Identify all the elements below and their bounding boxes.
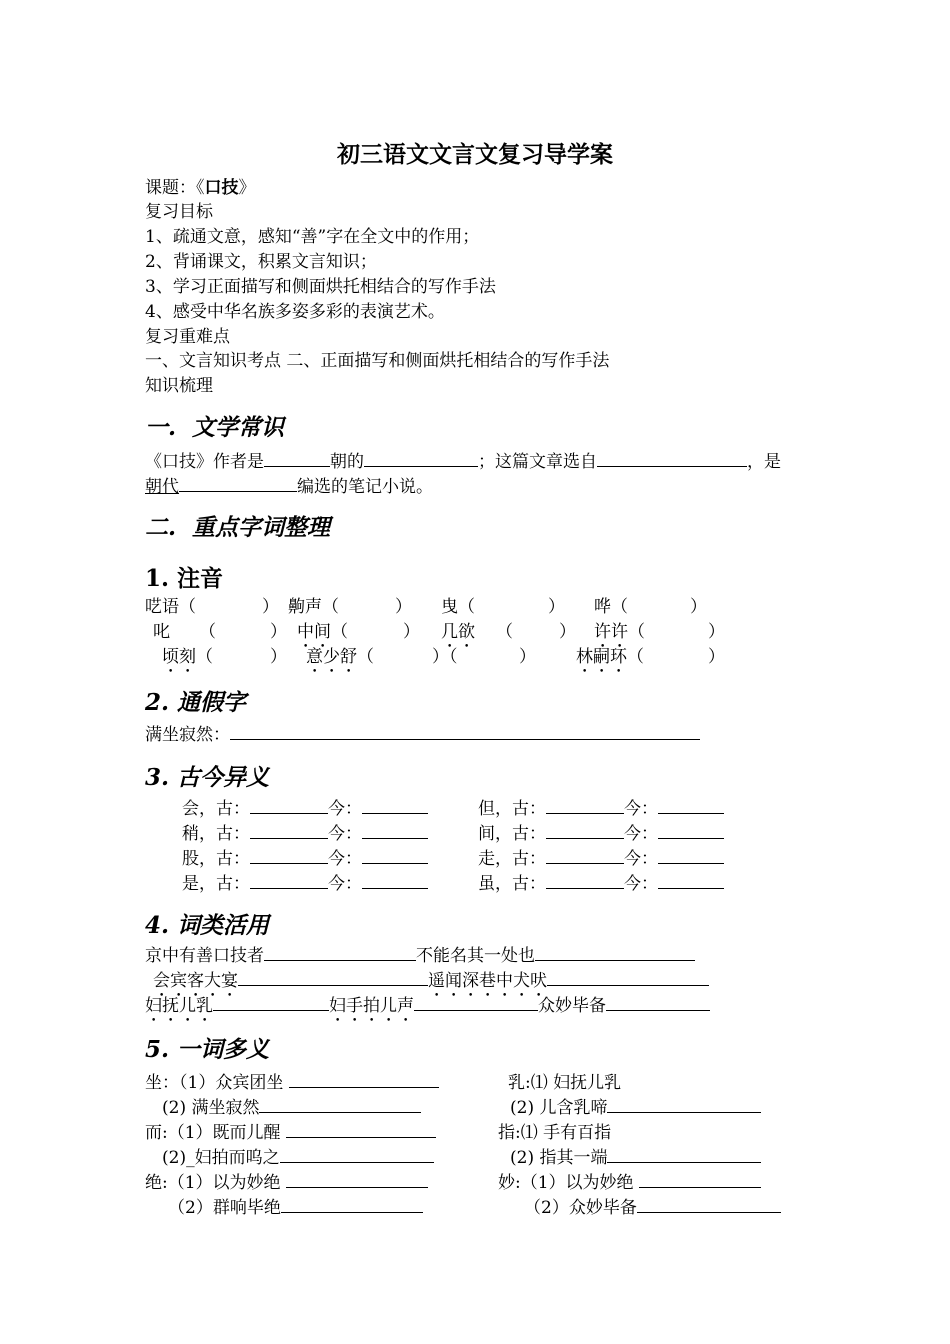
subheading-yici: [145, 1031, 269, 1064]
word-text: 许许（: [594, 622, 645, 642]
answer-blank[interactable]: [264, 945, 416, 961]
word: 曳（: [441, 597, 475, 617]
answer-blank[interactable]: [607, 1097, 761, 1113]
answer-blank[interactable]: [213, 995, 329, 1011]
subheading-number: 5.: [145, 1036, 170, 1063]
yici-item: [524, 1197, 781, 1219]
phrase: （2）群响毕绝: [168, 1198, 281, 1218]
word: 股，: [182, 849, 216, 869]
text: ；这篇文章选自: [478, 452, 597, 472]
answer-blank[interactable]: [264, 451, 330, 467]
answer-blank[interactable]: [546, 798, 624, 814]
yici-item: [510, 1097, 761, 1119]
answer-blank[interactable]: [606, 995, 710, 1011]
pronunciation-row: [145, 596, 196, 618]
lesson-name: 口技: [204, 178, 239, 198]
bracket: ）: [559, 622, 576, 642]
text: 朝的: [330, 452, 364, 472]
section-title: 重点字词整理: [192, 514, 331, 541]
bracket: ）: [270, 647, 287, 667]
answer-blank[interactable]: [546, 873, 624, 889]
section-heading-vocab: [145, 509, 330, 542]
section-title: 文学常识: [192, 414, 285, 441]
phrase: （2）众妙毕备: [524, 1198, 637, 1218]
text: 《口技》作者是: [145, 452, 264, 472]
sentence: 妇手拍儿声: [329, 996, 414, 1016]
answer-blank[interactable]: [658, 848, 724, 864]
bracket: ）（: [432, 647, 458, 667]
yici-item: [510, 1147, 761, 1169]
answer-blank[interactable]: [547, 970, 709, 986]
bracket: ）: [519, 647, 536, 667]
subheading-tongjia: [145, 684, 246, 717]
lesson-line: [145, 177, 256, 199]
goal-item: 1、疏通文意，感知“善”字在全文中的作用；: [145, 227, 480, 247]
jin-label: 今：: [624, 799, 658, 819]
answer-blank[interactable]: [637, 1197, 781, 1213]
word: 会，: [182, 799, 216, 819]
subheading-title: 通假字: [177, 689, 247, 716]
jin-label: 今：: [328, 849, 362, 869]
answer-blank[interactable]: [546, 823, 624, 839]
gu-label: 古：: [512, 849, 546, 869]
gu-label: 古：: [512, 824, 546, 844]
answer-blank[interactable]: [250, 873, 328, 889]
tongjia-line: [145, 724, 700, 746]
gu-label: 古：: [216, 799, 250, 819]
yici-item: [508, 1072, 621, 1094]
lesson-close: 》: [238, 178, 256, 198]
subheading-pronunciation: [145, 560, 223, 593]
section-number: 二.: [145, 514, 177, 541]
answer-blank[interactable]: [238, 970, 428, 986]
section-heading-literature: [145, 409, 284, 442]
goal-item: 4、感受中华名族多姿多彩的表演艺术。: [145, 302, 445, 322]
bracket: ）: [395, 597, 412, 617]
answer-blank[interactable]: [286, 1172, 428, 1188]
subheading-cilei: [145, 907, 269, 940]
phrase: 指:⑴ 手有百指: [498, 1123, 612, 1143]
bracket: ）: [690, 597, 707, 617]
gujin-row: [182, 798, 428, 820]
yici-item: [168, 1197, 423, 1219]
word: 叱: [153, 622, 170, 642]
gu-label: 古：: [216, 874, 250, 894]
answer-blank[interactable]: [658, 798, 724, 814]
subheading-number: 4.: [145, 912, 170, 939]
goal-item: 2、背诵课文，积累文言知识；: [145, 252, 377, 272]
answer-blank[interactable]: [281, 1197, 423, 1213]
answer-blank[interactable]: [259, 1097, 421, 1113]
jin-label: 今：: [624, 824, 658, 844]
bracket: ）: [262, 597, 279, 617]
phrase: (2) 满坐寂然: [162, 1098, 260, 1118]
word: [162, 646, 213, 677]
gujin-row: [182, 873, 428, 895]
yici-item: [145, 1072, 439, 1094]
phrase: (2) 指其一端: [510, 1148, 608, 1168]
gu-label: 古：: [512, 799, 546, 819]
word: 走，: [478, 849, 512, 869]
word: 哗（: [594, 597, 628, 617]
gujin-row: [478, 848, 724, 870]
gujin-row: [182, 823, 428, 845]
text: 编选的笔记小说。: [297, 477, 433, 497]
gujin-row: [478, 798, 724, 820]
jin-label: 今：: [328, 824, 362, 844]
subheading-title: 词类活用: [177, 912, 270, 939]
yici-item: [498, 1172, 761, 1194]
difficulty-text: 一、文言知识考点 二、正面描写和侧面烘托相结合的写作手法: [145, 351, 610, 371]
answer-blank[interactable]: [250, 798, 328, 814]
word: 齁声（: [288, 597, 339, 617]
yici-item: [162, 1147, 434, 1169]
difficulty-heading: 复习重难点: [145, 327, 230, 347]
answer-blank[interactable]: [546, 848, 624, 864]
subheading-number: 2.: [145, 689, 170, 716]
gu-label: 古：: [512, 874, 546, 894]
gujin-row: [478, 873, 724, 895]
answer-blank[interactable]: [658, 823, 724, 839]
answer-blank[interactable]: [230, 724, 700, 740]
bracket: （: [496, 622, 513, 642]
page-title: 初三语文文言文复习导学案: [337, 141, 613, 168]
yici-item: [162, 1097, 421, 1119]
answer-blank[interactable]: [280, 1147, 434, 1163]
answer-blank[interactable]: [289, 1072, 439, 1088]
answer-blank[interactable]: [639, 1172, 761, 1188]
word: [576, 646, 644, 677]
sentence: 妇抚儿乳: [145, 996, 213, 1016]
answer-blank[interactable]: [414, 995, 538, 1011]
literature-line-1: [145, 451, 781, 473]
word-text: 林嗣环（: [576, 647, 644, 667]
knowledge-heading: 知识梳理: [145, 376, 213, 396]
word: 虽，: [478, 874, 512, 894]
subheading-title: 古今异义: [177, 764, 270, 791]
answer-blank[interactable]: [179, 476, 297, 492]
subheading-number: 1.: [145, 565, 170, 592]
sentence: 会宾客大宴: [153, 971, 238, 991]
bracket: ）: [548, 597, 565, 617]
jin-label: 今：: [328, 799, 362, 819]
subheading-gujin: [145, 759, 269, 792]
goal-item: 3、学习正面描写和侧面烘托相结合的写作手法: [145, 277, 496, 297]
word: 呓语（: [145, 597, 196, 617]
goals-heading: 复习目标: [145, 202, 213, 222]
gujin-row: [182, 848, 428, 870]
bracket: ）: [708, 647, 725, 667]
answer-blank[interactable]: [535, 945, 695, 961]
word: [306, 646, 374, 677]
lesson-label: 课题：《: [145, 178, 205, 198]
literature-line-2: [145, 476, 433, 498]
answer-blank[interactable]: [362, 848, 428, 864]
answer-blank[interactable]: [362, 873, 428, 889]
subheading-number: 3.: [145, 764, 170, 791]
bracket: （: [199, 622, 216, 642]
jin-label: 今：: [624, 874, 658, 894]
answer-blank[interactable]: [607, 1147, 761, 1163]
word: 是，: [182, 874, 216, 894]
answer-blank[interactable]: [364, 451, 478, 467]
phrase: 乳:⑴ 妇抚儿乳: [508, 1073, 622, 1093]
word: 但，: [478, 799, 512, 819]
jin-label: 今：: [624, 849, 658, 869]
text: 朝代: [145, 477, 179, 497]
phrase: (2)_妇拍而呜之: [162, 1148, 280, 1168]
sentence: 京中有善口技者: [145, 946, 264, 966]
answer-blank[interactable]: [658, 873, 724, 889]
sentence: 遥闻深巷中犬吠: [428, 971, 547, 991]
word-text: 顷刻（: [162, 647, 213, 667]
cilei-row: [145, 995, 710, 1026]
word-text: 中间（: [297, 622, 348, 642]
answer-blank[interactable]: [286, 1122, 436, 1138]
phrase: 妙:（1）以为妙绝: [498, 1173, 634, 1193]
gu-label: 古：: [216, 824, 250, 844]
word-text: 意少舒（: [306, 647, 374, 667]
subheading-title: 注音: [177, 565, 224, 592]
bracket: ）: [270, 622, 287, 642]
jin-label: 今：: [328, 874, 362, 894]
yici-item: [498, 1122, 611, 1144]
phrase: 坐：（1）众宾团坐: [145, 1073, 284, 1093]
bracket: ）: [708, 622, 725, 642]
answer-blank[interactable]: [250, 848, 328, 864]
section-number: 一.: [145, 414, 177, 441]
answer-blank[interactable]: [597, 451, 747, 467]
answer-blank[interactable]: [362, 823, 428, 839]
yici-item: [145, 1172, 428, 1194]
yici-item: [145, 1122, 436, 1144]
word: 间，: [478, 824, 512, 844]
word-text: 几欲: [441, 622, 475, 642]
label: 满坐寂然：: [145, 725, 230, 745]
sentence: 不能名其一处也: [416, 946, 535, 966]
gu-label: 古：: [216, 849, 250, 869]
word: 稍，: [182, 824, 216, 844]
cilei-row: [145, 945, 695, 967]
phrase: 绝:（1）以为妙绝: [145, 1173, 281, 1193]
subheading-title: 一词多义: [177, 1036, 270, 1063]
answer-blank[interactable]: [362, 798, 428, 814]
sentence: 众妙毕备: [538, 996, 606, 1016]
phrase: (2) 儿含乳啼: [510, 1098, 608, 1118]
answer-blank[interactable]: [250, 823, 328, 839]
text: ，是: [747, 452, 781, 472]
gujin-row: [478, 823, 724, 845]
bracket: ）: [403, 622, 420, 642]
phrase: 而:（1）既而儿醒: [145, 1123, 281, 1143]
